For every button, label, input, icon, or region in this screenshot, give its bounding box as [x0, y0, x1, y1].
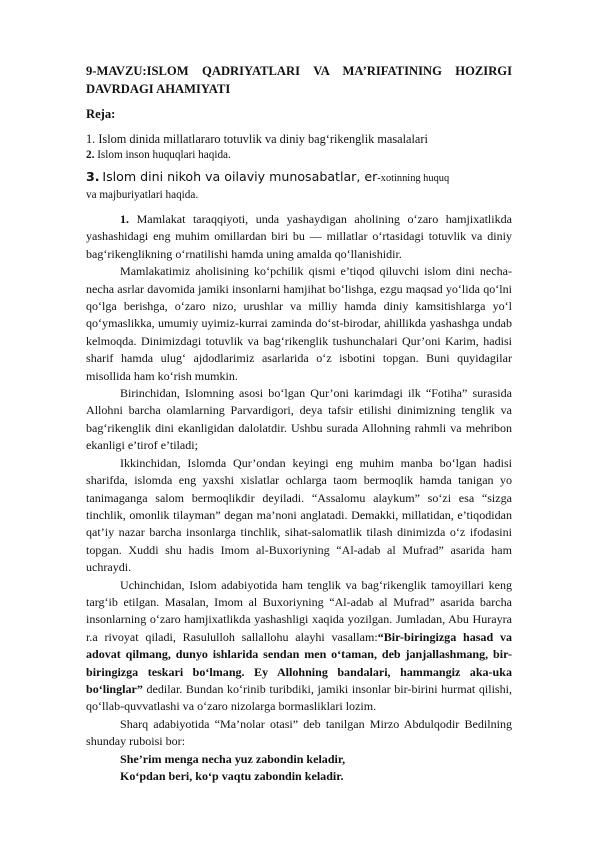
- plan-heading: Reja:: [86, 107, 116, 121]
- plan-item-3: [86, 169, 512, 203]
- paragraph-number: 1.: [120, 212, 130, 226]
- verse-line: Ko‘pdan beri, ko‘p vaqtu zabondin keladir.: [120, 769, 344, 783]
- plan-item-text: Islom dini nikoh va oilaviy munosabatlar, er: [102, 169, 378, 184]
- document-page: [86, 62, 512, 785]
- hadith-quote: “Bir-biringizga hasad va adovat qilmang, dunyo ishlarida sendan men o‘taman, deb janjallashmang, bir-biringizga teskari bo‘lmang. Ey Allohning bandalari, hammangiz aka-uka bo‘linglar”: [86, 629, 512, 696]
- paragraph-text: Uchinchidan, Islom adabiyotida ham tenglik va bag‘rikenglik tamoyillari keng targ‘ib etilgan. Masalan, Imom al Buxoriyning “Al-adab al Mufrad” asarida barcha insonlarning o‘zaro hamjixatlikda yashashligi xaqida yozilgan. Jumladan, Abu Hurayra r.a rivoyat qiladi, Rasululloh sallallohu alayhi vasallam:: [86, 577, 512, 644]
- page-title: 9-MAVZU:ISLOM QADRIYATLARI VA MA’RIFATINING HOZIRGI DAVRDAGI AHAMIYATI: [86, 64, 512, 96]
- body-paragraph: Ikkinchidan, Islomda Qur’ondan keyingi eng muhim manba bo‘lgan hadisi sharifda, islomda eng yaxshi xislatlar ochlarga taom bermoqlik hamda tanigan yo tanimaganga salom bermoqlikdir deyiladi. “Assalomu alaykum” so‘zi esa “sizga tinchlik, omonlik tilayman” degan ma’noni anglatadi. Demakki, millatidan, e’tiqodidan qat’iy nazar barcha insonlarga tinchlik, sihat-salomatlik tilash dinimizda o‘z ifodasini topgan. Xuddi shu hadis Imom al-Buxoriyning “Al-adab al Mufrad” asarida ham uchraydi.: [86, 455, 512, 575]
- body-paragraph: [86, 211, 512, 263]
- verse-line: She’rim menga necha yuz zabondin keladir,: [120, 751, 346, 766]
- plan-item-text-continued: -xotinning huquq: [377, 173, 450, 184]
- plan-item-number: 2.: [86, 149, 95, 161]
- plan-item-text-continued: va majburiyatlari haqida.: [86, 189, 199, 201]
- body-paragraph: Mamlakatimiz aholisining ko‘pchilik qismi e’tiqod qiluvchi islom dini necha-necha asrlar davomida jamiki insonlarni hamjihat bo‘lishga, ezgu maqsad yo‘lida qo‘lni qo‘lga berishga, o‘zaro nizo, urushlar va milliy hamda diniy kamsitishlarga yo‘l qo‘ymaslikka, umumiy uyimiz-kurrai zaminda do‘st-birodar, ahillikda yashashga undab kelmoqda. Dinimizdagi totuvlik va bag‘rikenglik tushunchalari Qur’oni Karim, hadisi sharif hamda ulug‘ ajdodlarimiz asarlarida o‘z isbotini topgan. Buni quyidagilar misollida ham ko‘rish mumkin.: [86, 264, 512, 383]
- plan-item-number: 1.: [86, 132, 96, 146]
- plan-item-1: [86, 131, 512, 147]
- paragraph-text: Mamlakat taraqqiyoti, unda yashaydigan aholining o‘zaro hamjixatlikda yashashidagi eng muhim omillardan biri bu — millatlar o‘rtasidagi totuvlik va diniy bag‘rikenglikning o‘rnatilishi hamda uning amalda qo‘llanishidir.: [86, 212, 512, 261]
- paragraph-text: dedilar. Bundan ko‘rinib turibdiki, jamiki insonlar bir-birini hurmat qilishi, qo‘llab-quvvatlashi va o‘zaro nizolarga bormasliklari lozim.: [86, 681, 512, 714]
- body-paragraph: Sharq adabiyotida “Ma’nolar otasi” deb tanilgan Mirzo Abdulqodir Bedilning shunday ruboisi bor:: [86, 716, 512, 749]
- body-paragraph: Birinchidan, Islomning asosi bo‘lgan Qur’oni karimdagi ilk “Fotiha” surasida Allohni barcha olamlarning Parvardigori, deya tafsir etilishi dinimizning tenglik va bag‘rikenglik dini ekanligidan dalolatdir. Ushbu surada Allohning rahmli va mehribon ekanligi e’tirof e’tiladi;: [86, 386, 512, 453]
- plan-item-text: Islom inson huquqlari haqida.: [97, 149, 231, 161]
- plan-item-2: [86, 147, 512, 163]
- plan-item-number: 3.: [86, 169, 100, 184]
- plan-item-text: Islom dinida millatlararo totuvlik va diniy bag‘rikenglik masalalari: [98, 132, 428, 146]
- body-paragraph: [86, 577, 512, 716]
